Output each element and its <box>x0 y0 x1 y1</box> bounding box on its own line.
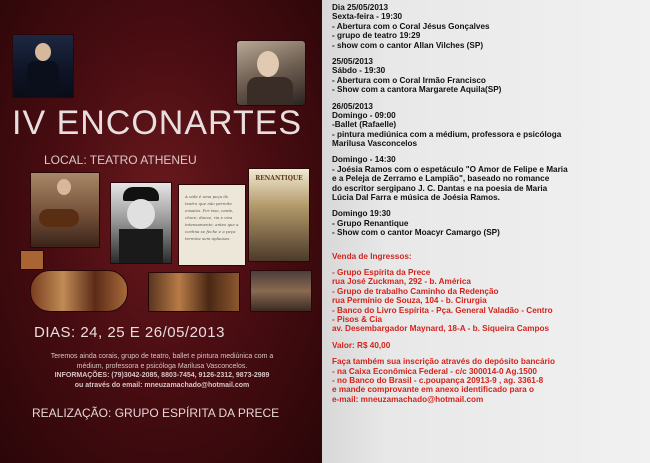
spacer <box>332 202 648 209</box>
event-title: IV ENCONARTES <box>12 104 303 142</box>
photo-stage <box>148 272 240 312</box>
photo-chaplin <box>110 182 172 264</box>
poster-info <box>6 352 318 390</box>
program-line: Faça também sua inscrição através do depósito bancário <box>332 357 555 367</box>
photo-group <box>250 270 312 312</box>
photo-guitarist <box>30 172 100 248</box>
spacer <box>332 350 648 357</box>
photo-crowd <box>30 270 128 312</box>
program-line: -Ballet (Rafaelle) <box>332 120 397 130</box>
program-text <box>332 3 648 404</box>
program-line: Dia 25/05/2013 <box>332 3 388 12</box>
program-line: - Show com a cantora Margarete Aquila(SP) <box>332 85 502 95</box>
program-line: - Abertura com o Coral Irmão Francisco <box>332 75 486 85</box>
program-line: e a Peleja de Zerramo e Lampião", baseado no romance <box>332 174 550 184</box>
event-dates: DIAS: 24, 25 E 26/05/2013 <box>34 324 225 341</box>
program-line: Marilusa Vasconcelos <box>332 139 418 149</box>
photo-renantique-cover <box>248 168 310 262</box>
event-poster <box>0 0 322 463</box>
organizer: REALIZAÇÃO: GRUPO ESPÍRITA DA PRECE <box>32 406 280 420</box>
program-line: - Banco do Livro Espírita - Pça. General Valadão - Centro <box>332 305 553 315</box>
program-line: - show com o cantor Allan Vilches (SP) <box>332 40 484 50</box>
program-line: av. Desembargador Maynard, 18-A - b. Siqueira Campos <box>332 324 550 334</box>
program-line: - Grupo Renantique <box>332 218 409 228</box>
program-line: - Show com o cantor Moacyr Camargo (SP) <box>332 228 500 238</box>
info-email: ou através do email: mneuzamachado@hotmail.com <box>74 381 250 389</box>
spacer <box>332 245 648 252</box>
program-line: - pintura mediúnica com a médium, professora e psicóloga <box>332 129 562 139</box>
program-line: - Grupo de trabalho Caminho da Redenção <box>332 286 499 296</box>
book-title: RENANTIQUE <box>255 175 303 182</box>
program-line: rua Permínio de Souza, 104 - b. Cirurgia <box>332 296 487 306</box>
program-line: - Joésia Ramos com o espetáculo "O Amor de Felipe e Maria <box>332 164 568 174</box>
info-phones: INFORMAÇÕES: (79)3042-2085, 8803-7454, 9126-2312, 9873-2989 <box>54 372 270 380</box>
program-line: 26/05/2013 <box>332 101 373 111</box>
spacer <box>332 148 648 155</box>
program-line: 25/05/2013 <box>332 56 373 66</box>
program-line: - grupo de teatro 19:29 <box>332 31 421 41</box>
program-line: - Abertura com o Coral Jésus Gonçalves <box>332 21 490 31</box>
spacer <box>332 238 648 245</box>
photo-poem <box>178 184 246 266</box>
program-line: - na Caixa Econômica Federal - c/c 300014-0 Ag.1500 <box>332 366 537 376</box>
program-line: Domingo - 09:00 <box>332 110 396 120</box>
photo-singer <box>236 40 306 106</box>
spacer <box>332 261 648 268</box>
program-line: Venda de Ingressos: <box>332 251 412 261</box>
program-line: e-mail: mneuzamachado@hotmail.com <box>332 394 484 404</box>
program-line: - no Banco do Brasil - c.poupança 20913-9 , ag. 3361-8 <box>332 375 544 385</box>
program-line: e mande comprovante em anexo identificado para o <box>332 385 535 395</box>
photo-speaker <box>12 34 74 98</box>
program-line: Domingo - 14:30 <box>332 155 396 165</box>
info-line-2: médium, professora e psicóloga Marilusa Vasconcelos. <box>76 362 248 370</box>
spacer <box>332 50 648 57</box>
event-location: LOCAL: TEATRO ATHENEU <box>44 153 197 167</box>
program-line: Valor: R$ 40,00 <box>332 340 391 350</box>
program-line: Lúcia Dal Farra e música de Joésia Ramos. <box>332 193 500 203</box>
program-line: - Pisos & Cia <box>332 314 383 324</box>
program-line: Sexta-feira - 19:30 <box>332 12 403 22</box>
poem-text: A vida é uma peça de teatro que não permite ensaios. Por isso, cante, chore, dance, ria e viva intensamente, antes que a cortina se feche e a peça termine sem aplausos. <box>185 194 239 241</box>
program-line: Domingo 19:30 <box>332 209 391 219</box>
program-panel <box>322 0 650 463</box>
photo-band-small <box>20 250 44 270</box>
info-line-1: Teremos ainda corais, grupo de teatro, ballet e pintura mediúnica com a <box>50 353 274 360</box>
program-line: do escritor sergipano J. C. Dantas e na poesia de Maria <box>332 183 548 193</box>
spacer <box>332 334 648 341</box>
program-line: Sábdo - 19:30 <box>332 66 386 76</box>
program-line: - Grupo Espírita da Prece <box>332 267 431 277</box>
program-line: rua José Zuckman, 292 - b. América <box>332 277 471 287</box>
spacer <box>332 95 648 102</box>
